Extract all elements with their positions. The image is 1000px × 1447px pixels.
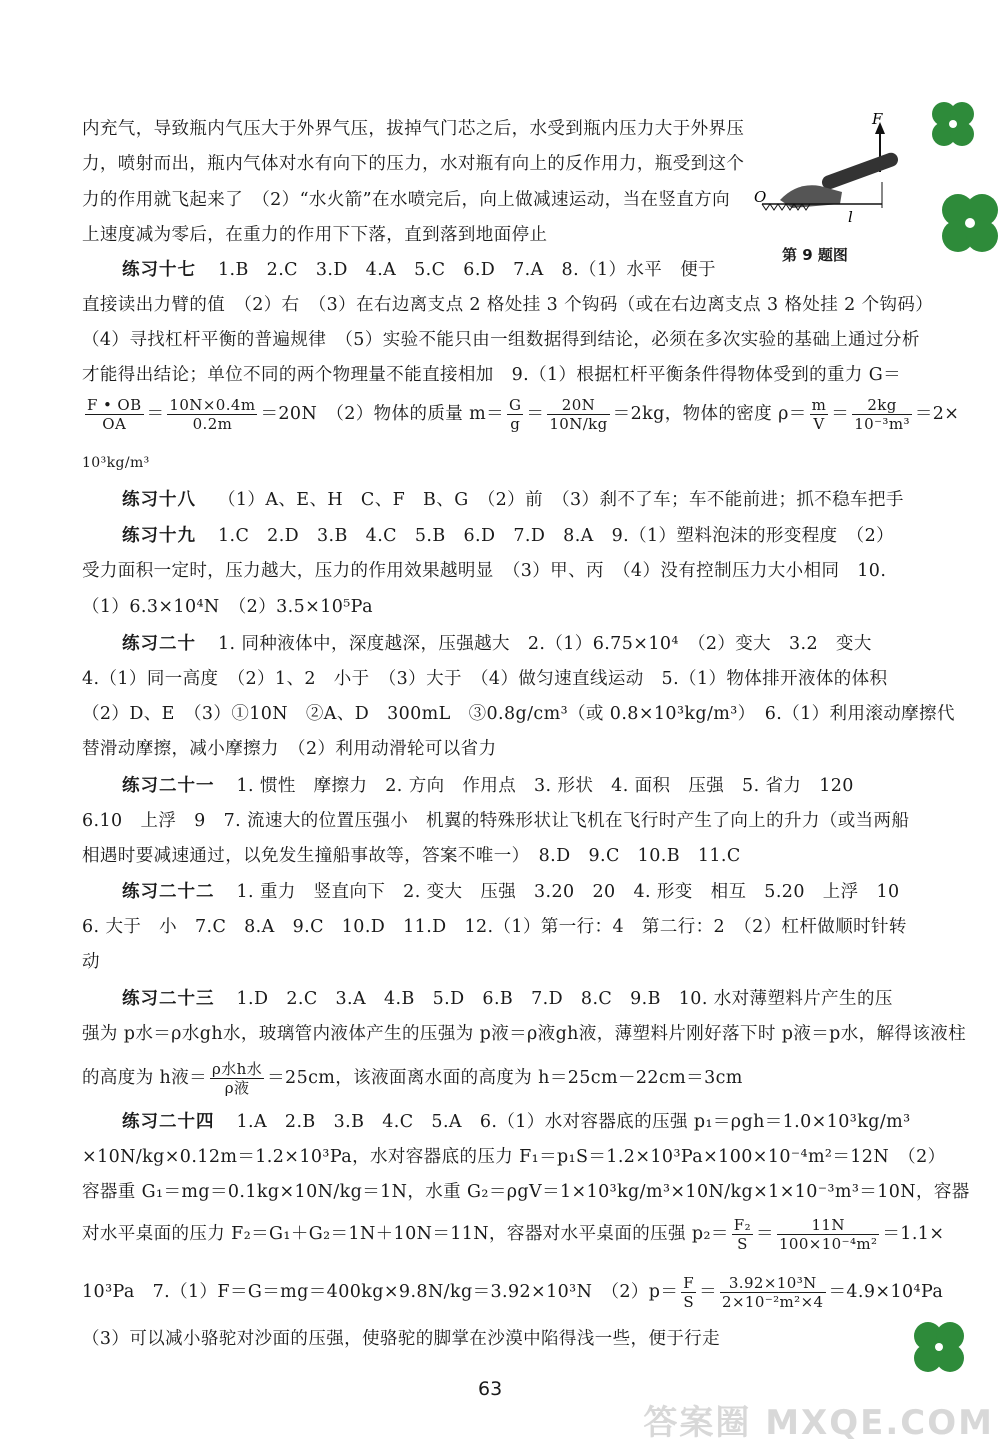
section-title: 练习十七 (122, 260, 196, 280)
text-line: 力的作用就飞起来了 （2）“水火箭”在水喷完后，向上做减速运动，当在竖直方向 (82, 190, 730, 210)
section-title: 练习二十三 (122, 989, 215, 1009)
fraction: $\frac{m}{V}$ (811, 396, 827, 433)
text-line: 受力面积一定时，压力越大，压力的作用效果越明显 （3）甲、丙 （4）没有控制压力大小相同 10. (82, 561, 887, 581)
clover-icon (918, 92, 988, 162)
text-line: 上速度减为零后，在重力的作用下下落，直到落到地面停止 (82, 225, 548, 245)
fraction: $\frac{F}{S}$ (683, 1274, 695, 1311)
label-f: F (872, 112, 883, 128)
practice-21-line: 练习二十一 1. 惯性 摩擦力 2. 方向 作用点 3. 形状 4. 面积 压强 5. 省力 120 (122, 776, 854, 796)
practice-23-line: 练习二十三 1.D 2.C 3.A 4.B 5.D 6.B 7.D 8.C 9.B 10. 水对薄塑料片产生的压 (122, 989, 893, 1009)
practice-18-line: 练习十八 （1）A、E、H C、F B、G （2）前 （3）刹不了车；车不能前进；抓不稳车把手 (122, 490, 904, 510)
clover-icon (928, 180, 1000, 280)
fraction: $\frac{11N}{\text{100×10⁻⁴m²}}$ (778, 1216, 878, 1253)
formula-line: 对水平桌面的压力 F₂＝G₁＋G₂＝1N＋10N＝11N，容器对水平桌面的压强 p₂＝ $\frac{\text{F₂}}{S}$ ＝ $\frac{11N}{\text{100×10⁻⁴m²}}$ ＝1.1× (82, 1216, 945, 1253)
label-l: l (848, 208, 853, 226)
fraction: $\frac{G}{g}$ (509, 396, 522, 433)
section-title: 练习十八 (122, 490, 196, 510)
fraction: $\frac{F • OB}{OA}$ (87, 396, 142, 433)
text-line: 才能得出结论；单位不同的两个物理量不能直接相加 9.（1）根据杠杆平衡条件得物体受到的重力 G＝ (82, 365, 902, 385)
text-line: 力，喷射而出，瓶内气体对水有向下的压力，水对瓶有向上的反作用力，瓶受到这个 (82, 154, 745, 174)
fraction: $\frac{\text{F₂}}{S}$ (733, 1216, 752, 1253)
page-number: 63 (478, 1378, 503, 1400)
text-line: ×10N/kg×0.12m＝1.2×10³Pa，水对容器底的压力 F₁＝p₁S＝1.2×10³Pa×100×10⁻⁴m²＝12N （2） (82, 1147, 946, 1167)
fraction: $\frac{2kg}{\text{10⁻³m³}}$ (854, 396, 910, 433)
section-title: 练习二十二 (122, 882, 215, 902)
text-line: 6. 大于 小 7.C 8.A 9.C 10.D 11.D 12.（1）第一行：4 第二行：2 （2）杠杆做顺时针转 (82, 917, 907, 937)
section-title: 练习二十一 (122, 776, 215, 796)
formula-line: 的高度为 h液＝ $\frac{\text{ρ水h水}}{\text{ρ液}}$ ＝25cm，该液面离水面的高度为 h＝25cm－22cm＝3cm (82, 1060, 743, 1097)
text-line: 内充气，导致瓶内气压大于外界气压，拔掉气门芯之后，水受到瓶内压力大于外界压 (82, 119, 745, 139)
text-line: 替滑动摩擦，减小摩擦力 （2）利用动滑轮可以省力 (82, 739, 497, 759)
practice-17-line: 练习十七 1.B 2.C 3.D 4.A 5.C 6.D 7.A 8.（1）水平 便于 (122, 260, 716, 280)
practice-24-line: 练习二十四 1.A 2.B 3.B 4.C 5.A 6.（1）水对容器底的压强 p₁＝ρgh＝1.0×10³kg/m³ (122, 1112, 911, 1132)
clover-icon (900, 1310, 980, 1390)
formula-line: 10³Pa 7.（1）F＝G＝mg＝400kg×9.8N/kg＝3.92×10³N （2）p＝ $\frac{F}{S}$ ＝ $\frac{\text{3.92×10³N}}{\text{2×10⁻²m²×4}}$ ＝4.9×10⁴Pa (82, 1274, 944, 1311)
figure-caption: 第 9 题图 (782, 246, 848, 264)
fraction: $\frac{10N\times 0.4m}{0.2m}$ (169, 396, 256, 433)
formula-line: $\frac{F • OB}{OA}$ ＝ $\frac{10N\times 0.4m}{0.2m}$ ＝20N （2）物体的质量 m＝ $\frac{G}{g}$ ＝ $\frac{20N}{10N/kg}$ ＝2kg，物体的密度 ρ＝ $\frac{m}{V}$ ＝ $\frac{2kg}{\text{10⁻³m³}}$ ＝2× (87, 396, 960, 433)
fraction: $\frac{\text{3.92×10³N}}{\text{2×10⁻²m²×4}}$ (722, 1274, 824, 1311)
practice-19-line: 练习十九 1.C 2.D 3.B 4.C 5.B 6.D 7.D 8.A 9.（1）塑料泡沫的形变程度 （2） (122, 526, 895, 546)
text-line: 相遇时要减速通过，以免发生撞船事故等，答案不唯一） 8.D 9.C 10.B 11.C (82, 846, 741, 866)
text-line: 强为 p水＝ρ水gh水，玻璃管内液体产生的压强为 p液＝ρ液gh液，薄塑料片刚好落下时 p液＝p水，解得该液柱 (82, 1024, 967, 1044)
text-line: 动 (82, 952, 100, 972)
fraction: $\frac{\text{ρ水h水}}{\text{ρ液}}$ (212, 1060, 263, 1097)
text-line: 4.（1）同一高度 （2）1、2 小于 （3）大于 （4）做匀速直线运动 5.（1）物体排开液体的体积 (82, 669, 888, 689)
section-title: 练习十九 (122, 526, 196, 546)
text-line: 直接读出力臂的值 （2）右 （3）在右边离支点 2 格处挂 3 个钩码（或在右边离支点 3 格处挂 2 个钩码） (82, 295, 934, 315)
text-line: 10³kg/m³ (82, 455, 150, 471)
text-line: 6.10 上浮 9 7. 流速大的位置压强小 机翼的特殊形状让飞机在飞行时产生了向上的升力（或当两船 (82, 811, 910, 831)
text-line: （4）寻找杠杆平衡的普遍规律 （5）实验不能只由一组数据得到结论，必须在多次实验的基础上通过分析 (82, 330, 920, 350)
fraction: $\frac{20N}{10N/kg}$ (549, 396, 608, 433)
section-title: 练习二十 (122, 634, 196, 654)
section-title: 练习二十四 (122, 1112, 215, 1132)
watermark: 答案圈 MXQE.COM (643, 1403, 994, 1443)
text-line: 容器重 G₁＝mg＝0.1kg×10N/kg＝1N，水重 G₂＝ρgV＝1×10³kg/m³×10N/kg×1×10⁻³m³＝10N，容器 (82, 1182, 970, 1202)
practice-22-line: 练习二十二 1. 重力 竖直向下 2. 变大 压强 3.20 20 4. 形变 相互 5.20 上浮 10 (122, 882, 900, 902)
text-line: （2）D、E （3）①10N ②A、D 300mL ③0.8g/cm³（或 0.8×10³kg/m³） 6.（1）利用滚动摩擦代 (82, 704, 955, 724)
label-o: O (754, 188, 767, 206)
text-line: （3）可以减小骆驼对沙面的压强，使骆驼的脚掌在沙漠中陷得浅一些，便于行走 (82, 1329, 721, 1349)
practice-20-line: 练习二十 1. 同种液体中，深度越深，压强越大 2.（1）6.75×10⁴ （2）变大 3.2 变大 (122, 634, 872, 654)
lever-figure (752, 112, 912, 242)
text-line: （1）6.3×10⁴N （2）3.5×10⁵Pa (82, 597, 373, 617)
